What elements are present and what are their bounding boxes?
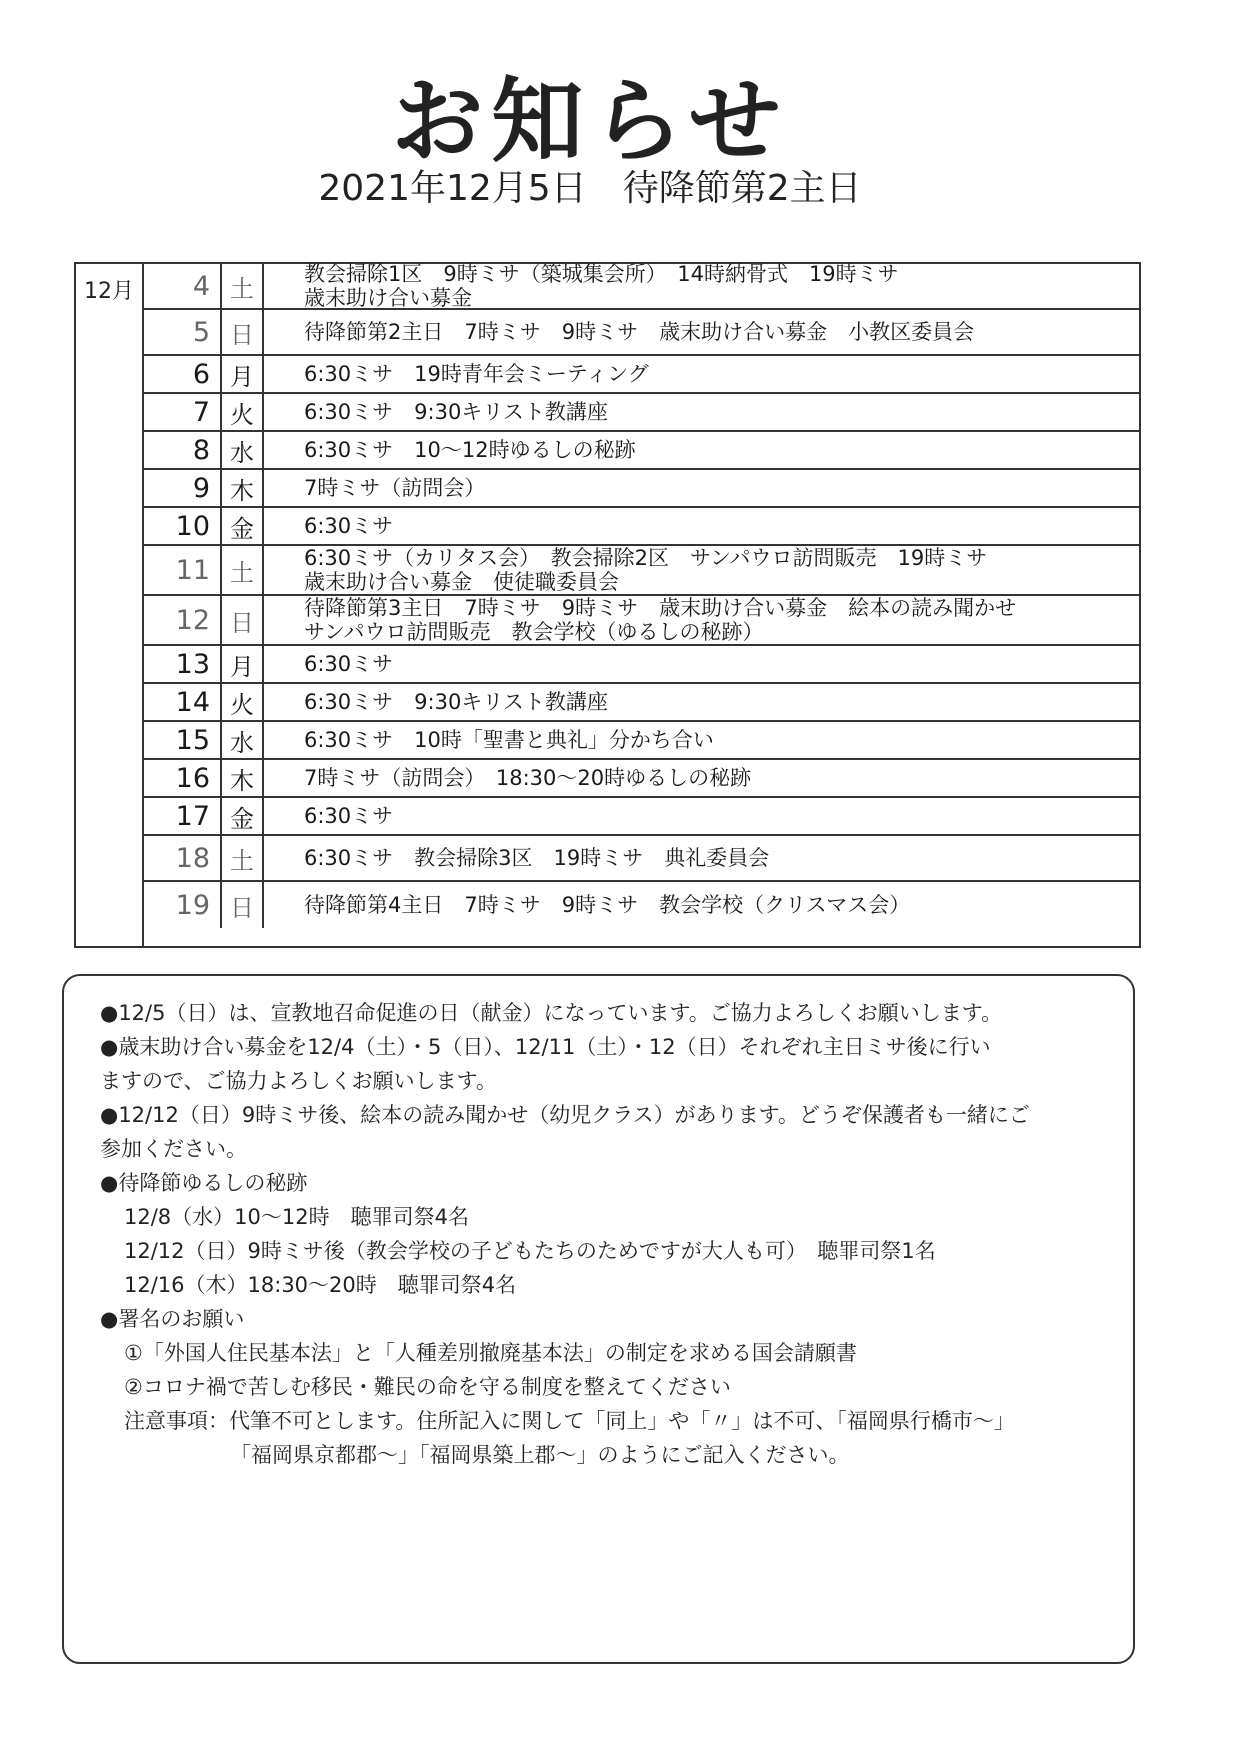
petition-heading: ●署名のお願い xyxy=(100,1307,245,1331)
day-number: 14 xyxy=(144,684,222,720)
schedule-row xyxy=(144,646,1139,684)
schedule-row xyxy=(144,394,1139,432)
notice-item: ●12/5（日）は、宣教地召命促進の日（献金）になっています。ご協力よろしくお願いします。 xyxy=(100,1001,1003,1025)
schedule-row xyxy=(144,684,1139,722)
events-cell xyxy=(264,470,1139,506)
event-line: サンパウロ訪問販売 教会学校（ゆるしの秘跡） xyxy=(304,620,764,644)
events-cell xyxy=(264,546,1139,594)
weekday: 日 xyxy=(222,882,264,928)
notice-item: ●歳末助け合い募金を12/4（土）・5（日）、12/11（土）・12（日）それぞれ主日ミサ後に行い xyxy=(100,1035,991,1059)
page-subtitle: 2021年12月5日 待降節第2主日 xyxy=(318,168,862,209)
event-line: 6:30ミサ 9:30キリスト教講座 xyxy=(304,400,608,424)
events-cell xyxy=(264,722,1139,758)
day-number: 13 xyxy=(144,646,222,682)
weekday: 火 xyxy=(222,684,264,720)
month-label: 12月 xyxy=(84,279,134,304)
confession-heading: ●待降節ゆるしの秘跡 xyxy=(100,1171,308,1195)
confession-entry: 12/8（水）10～12時 聴罪司祭4名 xyxy=(124,1205,469,1229)
event-line: 6:30ミサ xyxy=(304,514,394,538)
weekday: 木 xyxy=(222,470,264,506)
day-number: 18 xyxy=(144,836,222,880)
events-cell xyxy=(264,798,1139,834)
schedule-row xyxy=(144,264,1139,310)
notice-list xyxy=(100,996,1111,1166)
weekday: 木 xyxy=(222,760,264,796)
weekday: 日 xyxy=(222,596,264,644)
weekday: 水 xyxy=(222,432,264,468)
event-line: 7時ミサ（訪問会） xyxy=(304,476,486,500)
schedule-row xyxy=(144,596,1139,646)
notice-item-continued: ますので、ご協力よろしくお願いします。 xyxy=(100,1069,497,1093)
day-number: 4 xyxy=(144,264,222,308)
weekday: 火 xyxy=(222,394,264,430)
weekday: 日 xyxy=(222,310,264,354)
day-number: 16 xyxy=(144,760,222,796)
day-number: 11 xyxy=(144,546,222,594)
weekday: 月 xyxy=(222,356,264,392)
day-number: 5 xyxy=(144,310,222,354)
events-cell xyxy=(264,836,1139,880)
petition-note-continued: 「福岡県京都郡～」「福岡県築上郡～」のようにご記入ください。 xyxy=(230,1443,850,1467)
day-number: 10 xyxy=(144,508,222,544)
schedule-row xyxy=(144,760,1139,798)
events-cell xyxy=(264,684,1139,720)
events-cell xyxy=(264,646,1139,682)
weekday: 土 xyxy=(222,836,264,880)
weekday: 金 xyxy=(222,798,264,834)
event-line: 歳末助け合い募金 使徒職委員会 xyxy=(304,570,619,594)
day-number: 19 xyxy=(144,882,222,928)
weekday: 月 xyxy=(222,646,264,682)
day-number: 7 xyxy=(144,394,222,430)
event-line: 6:30ミサ 教会掃除3区 19時ミサ 典礼委員会 xyxy=(304,846,770,870)
events-cell xyxy=(264,508,1139,544)
schedule-row xyxy=(144,470,1139,508)
events-cell xyxy=(264,760,1139,796)
events-cell xyxy=(264,394,1139,430)
events-cell xyxy=(264,264,1139,308)
event-line: 待降節第3主日 7時ミサ 9時ミサ 歳末助け合い募金 絵本の読み聞かせ xyxy=(304,596,1017,620)
event-line: 教会掃除1区 9時ミサ（築城集会所） 14時納骨式 19時ミサ xyxy=(304,262,899,286)
schedule-row xyxy=(144,836,1139,882)
confession-entry: 12/16（木）18:30～20時 聴罪司祭4名 xyxy=(124,1273,517,1297)
schedule-row xyxy=(144,508,1139,546)
event-line: 6:30ミサ 10時「聖書と典礼」分かち合い xyxy=(304,728,714,752)
petition-note: 注意事項：代筆不可とします。住所記入に関して「同上」や「〃」は不可、「福岡県行橋市～」 xyxy=(124,1409,1015,1433)
notice-item-continued: 参加ください。 xyxy=(100,1137,247,1161)
weekday: 水 xyxy=(222,722,264,758)
event-line: 6:30ミサ 9:30キリスト教講座 xyxy=(304,690,608,714)
schedule-table xyxy=(74,262,1141,948)
events-cell xyxy=(264,432,1139,468)
weekday: 土 xyxy=(222,264,264,308)
schedule-row xyxy=(144,432,1139,470)
events-cell xyxy=(264,882,1139,928)
schedule-row xyxy=(144,798,1139,836)
day-number: 15 xyxy=(144,722,222,758)
event-line: 歳末助け合い募金 xyxy=(304,286,472,310)
day-number: 12 xyxy=(144,596,222,644)
event-line: 6:30ミサ xyxy=(304,804,394,828)
notice-item: ●12/12（日）9時ミサ後、絵本の読み聞かせ（幼児クラス）があります。どうぞ保護者も一緒にご xyxy=(100,1103,1030,1127)
day-number: 17 xyxy=(144,798,222,834)
events-cell xyxy=(264,596,1139,644)
notices-box xyxy=(62,974,1135,1664)
confession-entry: 12/12（日）9時ミサ後（教会学校の子どもたちのためですが大人も可） 聴罪司祭1名 xyxy=(124,1239,936,1263)
event-line: 6:30ミサ 19時青年会ミーティング xyxy=(304,362,649,386)
schedule-row xyxy=(144,310,1139,356)
page-title: お知らせ xyxy=(391,68,789,175)
petition-item: ②コロナ禍で苦しむ移民・難民の命を守る制度を整えてください xyxy=(124,1375,731,1399)
weekday: 土 xyxy=(222,546,264,594)
petition-item: ①「外国人住民基本法」と「人種差別撤廃基本法」の制定を求める国会請願書 xyxy=(124,1341,857,1365)
event-line: 6:30ミサ xyxy=(304,652,394,676)
events-cell xyxy=(264,310,1139,354)
weekday: 金 xyxy=(222,508,264,544)
event-line: 6:30ミサ（カリタス会） 教会掃除2区 サンパウロ訪問販売 19時ミサ xyxy=(304,546,988,570)
day-number: 9 xyxy=(144,470,222,506)
event-line: 6:30ミサ 10～12時ゆるしの秘跡 xyxy=(304,438,636,462)
schedule-row xyxy=(144,722,1139,760)
event-line: 待降節第4主日 7時ミサ 9時ミサ 教会学校（クリスマス会） xyxy=(304,893,911,917)
schedule-row xyxy=(144,546,1139,596)
schedule-row xyxy=(144,356,1139,394)
events-cell xyxy=(264,356,1139,392)
event-line: 7時ミサ（訪問会） 18:30～20時ゆるしの秘跡 xyxy=(304,766,752,790)
day-number: 8 xyxy=(144,432,222,468)
event-line: 待降節第2主日 7時ミサ 9時ミサ 歳末助け合い募金 小教区委員会 xyxy=(304,320,975,344)
day-number: 6 xyxy=(144,356,222,392)
schedule-row xyxy=(144,882,1139,928)
